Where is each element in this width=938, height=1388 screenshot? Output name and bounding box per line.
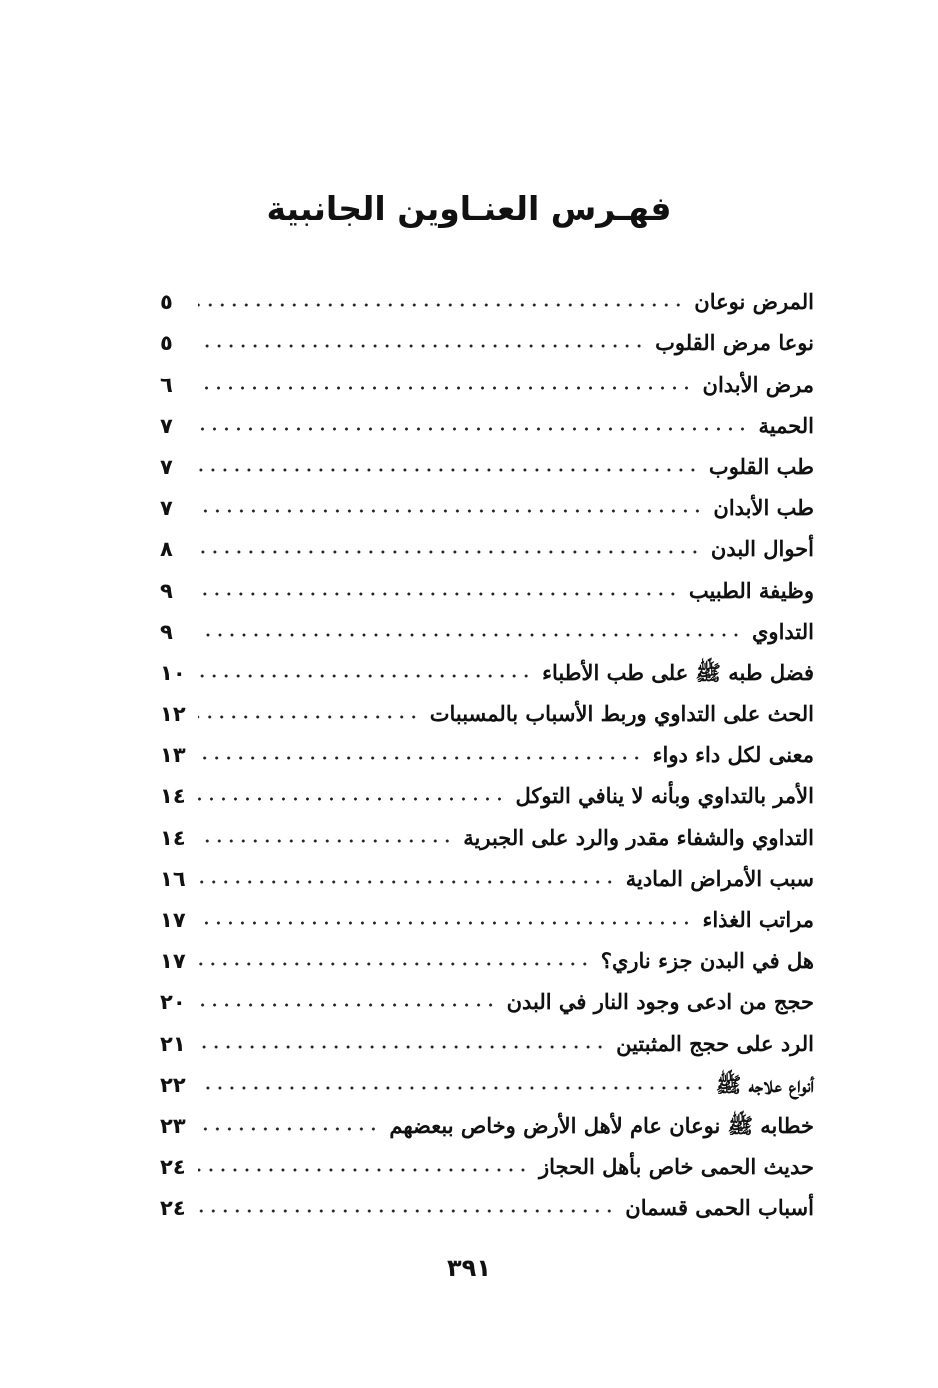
toc-entry-title: فضل طبه ﷺ على طب الأطباء <box>542 659 814 685</box>
toc-entry-page: ٢٤ <box>160 1196 186 1221</box>
dot-leader <box>198 794 505 804</box>
dot-leader <box>198 341 645 351</box>
toc-entry-page: ٢٢ <box>160 1072 186 1097</box>
dot-leader <box>198 424 748 434</box>
toc-entry-title: نوعا مرض القلوب <box>655 330 814 356</box>
toc-entry-page: ١٧ <box>160 908 186 932</box>
toc-entry-title: الأمر بالتداوي وبأنه لا ينافي التوكل <box>515 783 814 809</box>
toc-entry <box>160 649 814 690</box>
toc-entry <box>160 443 814 484</box>
toc-entry-title: خطابه ﷺ نوعان عام لأهل الأرض وخاص ببعضهم <box>389 1112 814 1138</box>
toc-entry <box>160 1019 814 1060</box>
toc-entry-title: الحث على التداوي وربط الأسباب بالمسببات <box>429 701 814 727</box>
toc-entry-page: ١٠ <box>160 660 186 685</box>
toc-entry-title: طب الأبدان <box>713 495 814 521</box>
toc-entry <box>160 525 814 566</box>
toc-entry-page: ١٣ <box>160 743 186 768</box>
toc-entry <box>160 1143 814 1184</box>
dot-leader <box>198 671 532 681</box>
toc-entry <box>160 484 814 525</box>
dot-leader <box>198 547 701 557</box>
dot-leader <box>198 589 679 599</box>
page-title: فهـرس العنـاوين الجانبية <box>266 189 672 228</box>
toc-entry <box>160 360 814 401</box>
dot-leader <box>198 918 692 928</box>
toc-entry-title: الرد على حجج المثبتين <box>616 1030 814 1056</box>
dot-leader <box>198 712 420 722</box>
toc-entry-page: ٢٠ <box>160 990 186 1015</box>
dot-leader <box>198 959 591 969</box>
toc-entry-page: ٢٤ <box>160 1155 186 1180</box>
toc-entry <box>160 566 814 607</box>
toc-entry-page: ١٦ <box>160 866 186 891</box>
toc-entry <box>160 855 814 896</box>
dot-leader <box>198 1206 615 1216</box>
table-of-contents <box>160 278 814 1225</box>
toc-entry-page: ١٧ <box>160 949 186 974</box>
toc-entry-page: ٥ <box>160 331 173 356</box>
dot-leader <box>198 1124 379 1134</box>
toc-entry <box>160 1102 814 1143</box>
dot-leader <box>198 506 703 516</box>
toc-entry-title: سبب الأمراض المادية <box>625 865 814 891</box>
toc-entry-page: ٨ <box>160 537 173 562</box>
toc-entry-title: التداوي والشفاء مقدر والرد على الجبرية <box>463 824 814 850</box>
dot-leader <box>198 753 643 763</box>
toc-entry <box>160 772 814 813</box>
toc-entry-title: التداوي <box>751 618 814 644</box>
toc-entry-title: حجج من ادعى وجود النار في البدن <box>506 989 814 1015</box>
toc-entry-page: ٩ <box>160 619 173 644</box>
dot-leader <box>198 300 684 310</box>
dot-leader <box>198 1165 529 1175</box>
toc-entry <box>160 1184 814 1225</box>
toc-entry-page: ١٤ <box>160 825 186 850</box>
dot-leader <box>198 877 616 887</box>
page-number: ٣٩١ <box>447 1254 491 1282</box>
toc-entry-page: ٧ <box>160 454 173 479</box>
toc-entry-page: ٢٣ <box>160 1113 186 1138</box>
toc-entry <box>160 278 814 319</box>
toc-entry <box>160 608 814 649</box>
toc-entry-page: ٢١ <box>160 1031 186 1056</box>
dot-leader <box>198 630 742 640</box>
toc-entry-title: الحمية <box>758 412 814 438</box>
toc-entry-title: أحوال البدن <box>710 536 814 562</box>
dot-leader <box>198 1042 606 1052</box>
toc-entry-page: ١٢ <box>160 702 186 727</box>
dot-leader <box>198 465 699 475</box>
dot-leader <box>198 1083 706 1093</box>
toc-entry-title: طب القلوب <box>708 453 814 479</box>
toc-entry-page: ٥ <box>160 290 173 315</box>
toc-entry-title: أسباب الحمى قسمان <box>625 1195 814 1221</box>
toc-entry-page: ٩ <box>160 578 173 603</box>
toc-entry-page: ١٤ <box>160 784 186 809</box>
toc-entry <box>160 402 814 443</box>
toc-entry-title: المرض نوعان <box>694 289 814 315</box>
toc-entry <box>160 319 814 360</box>
toc-entry-title: أنواع علاجه ﷺ <box>715 1071 814 1097</box>
toc-entry <box>160 1061 814 1102</box>
toc-entry <box>160 813 814 854</box>
toc-entry-title: مراتب الغذاء <box>702 907 814 932</box>
toc-entry-title: معنى لكل داء دواء <box>652 742 814 768</box>
toc-entry <box>160 690 814 731</box>
dot-leader <box>198 1000 497 1010</box>
toc-entry-page: ٧ <box>160 413 173 438</box>
toc-entry <box>160 731 814 772</box>
toc-entry-page: ٦ <box>160 372 173 397</box>
toc-entry <box>160 896 814 937</box>
dot-leader <box>198 836 453 846</box>
dot-leader <box>198 383 693 393</box>
toc-entry <box>160 978 814 1019</box>
toc-entry-title: حديث الحمى خاص بأهل الحجاز <box>538 1154 814 1180</box>
toc-entry-title: وظيفة الطبيب <box>688 577 814 603</box>
toc-entry-title: هل في البدن جزء ناري؟ <box>600 948 814 974</box>
toc-entry <box>160 937 814 978</box>
toc-entry-title: مرض الأبدان <box>702 371 814 397</box>
toc-entry-page: ٧ <box>160 496 173 521</box>
